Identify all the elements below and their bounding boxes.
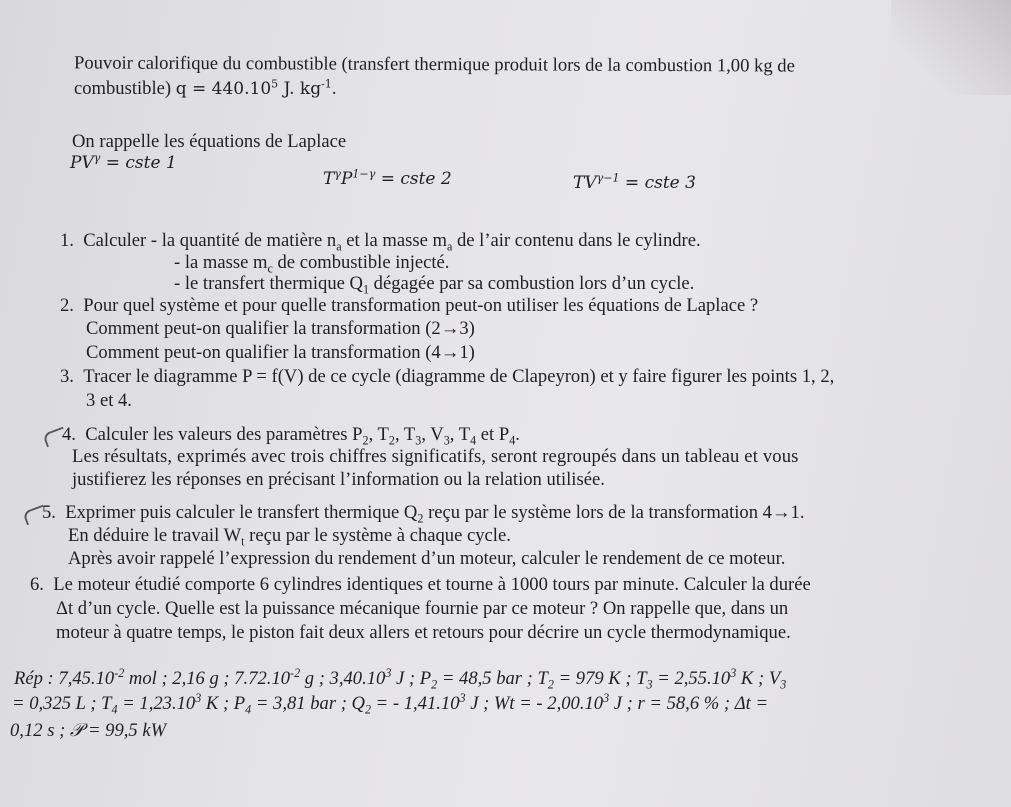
laplace-eq-2: $T^\gamma P^{1-\gamma}$ = cste 2 — [323, 167, 452, 189]
q1-line-1: 1. Calculer - la quantité de matière $n_a$ et la masse $m_a$ de l’air contenu dans le cylindre. — [60, 230, 701, 254]
laplace-heading: On rappelle les équations de Laplace — [72, 131, 347, 152]
q5-line-1: 5. Exprimer puis calculer le transfert thermique $Q_2$ reçu par le système lors de la transformation 4→1. — [42, 502, 805, 526]
q3-line-2: 3 et 4. — [86, 390, 132, 411]
answers-line-3: 0,12 s ; 𝒫 = 99,5 kW — [10, 720, 167, 741]
q4-line-1: 4. Calculer les valeurs des paramètres $P_2$, $T_2$, $T_3$, $V_3$, $T_4$ et $P_4$. — [62, 424, 520, 448]
q3-line-1: 3. Tracer le diagramme P = f(V) de ce cycle (diagramme de Clapeyron) et y faire figurer les points 1, 2, — [60, 366, 835, 387]
intro-line-1: Pouvoir calorifique du combustible (transfert thermique produit lors de la combustion 1,00 kg de — [73, 52, 795, 77]
q4-line-3: justifierez les réponses en précisant l’information ou la relation utilisée. — [72, 469, 605, 490]
q5-line-2: En déduire le travail $W_t$ reçu par le système à chaque cycle. — [68, 525, 511, 549]
q5-line-3: Après avoir rappelé l’expression du rendement d’un moteur, calculer le rendement de ce moteur. — [68, 548, 786, 569]
intro-line-2: combustible) $q = 440.10^5$ J. $kg^{-1}$. — [74, 77, 337, 99]
q2-line-2: Comment peut-on qualifier la transformation (2→3) — [86, 318, 475, 339]
q6-line-1: 6. Le moteur étudié comporte 6 cylindres identiques et tourne à 1000 tours par minute. Calculer la durée — [30, 574, 811, 595]
q1-line-2: - la masse $m_c$ de combustible injecté. — [174, 252, 450, 276]
paper-corner-shadow — [891, 0, 1011, 95]
laplace-eq-1: $PV^\gamma$ = cste 1 — [70, 151, 177, 173]
q6-line-3: moteur à quatre temps, le piston fait deux allers et retours pour décrire un cycle thermodynamique. — [56, 622, 791, 643]
q1-line-3: - le transfert thermique $Q_1$ dégagée par sa combustion lors d’un cycle. — [174, 273, 695, 297]
q4-line-2: Les résultats, exprimés avec trois chiffres significatifs, seront regroupés dans un tableau et vous — [72, 446, 799, 467]
q6-line-2: Δt d’un cycle. Quelle est la puissance mécanique fournie par ce moteur ? On rappelle que, dans un — [56, 598, 789, 619]
laplace-eq-3: $TV^{\gamma-1}$ = cste 3 — [573, 171, 696, 193]
q2-line-1: 2. Pour quel système et pour quelle transformation peut-on utiliser les équations de Laplace ? — [60, 295, 759, 316]
answers-line-1: Rép : $7,45.10^{-2}$ mol ; 2,16 g ; $7.72.10^{-2}$ g ; 3,40.10$^3$ J ; $P_2 = 48,5$ bar ; $T_2 = 979$ K ; $T_3 = 2,55.10^3$ K ; $V_3$ — [14, 665, 787, 692]
answers-line-2: = 0,325 L ; $T_4 = 1,23.10^3$ K ; $P_4 = 3,81$ bar ; $Q_2$ = - 1,41.10$^3$ J ; Wt = - 2,00.10$^3$ J ; r = 58,6 % ; Δt = — [12, 690, 769, 717]
q2-line-3: Comment peut-on qualifier la transformation (4→1) — [86, 342, 475, 363]
